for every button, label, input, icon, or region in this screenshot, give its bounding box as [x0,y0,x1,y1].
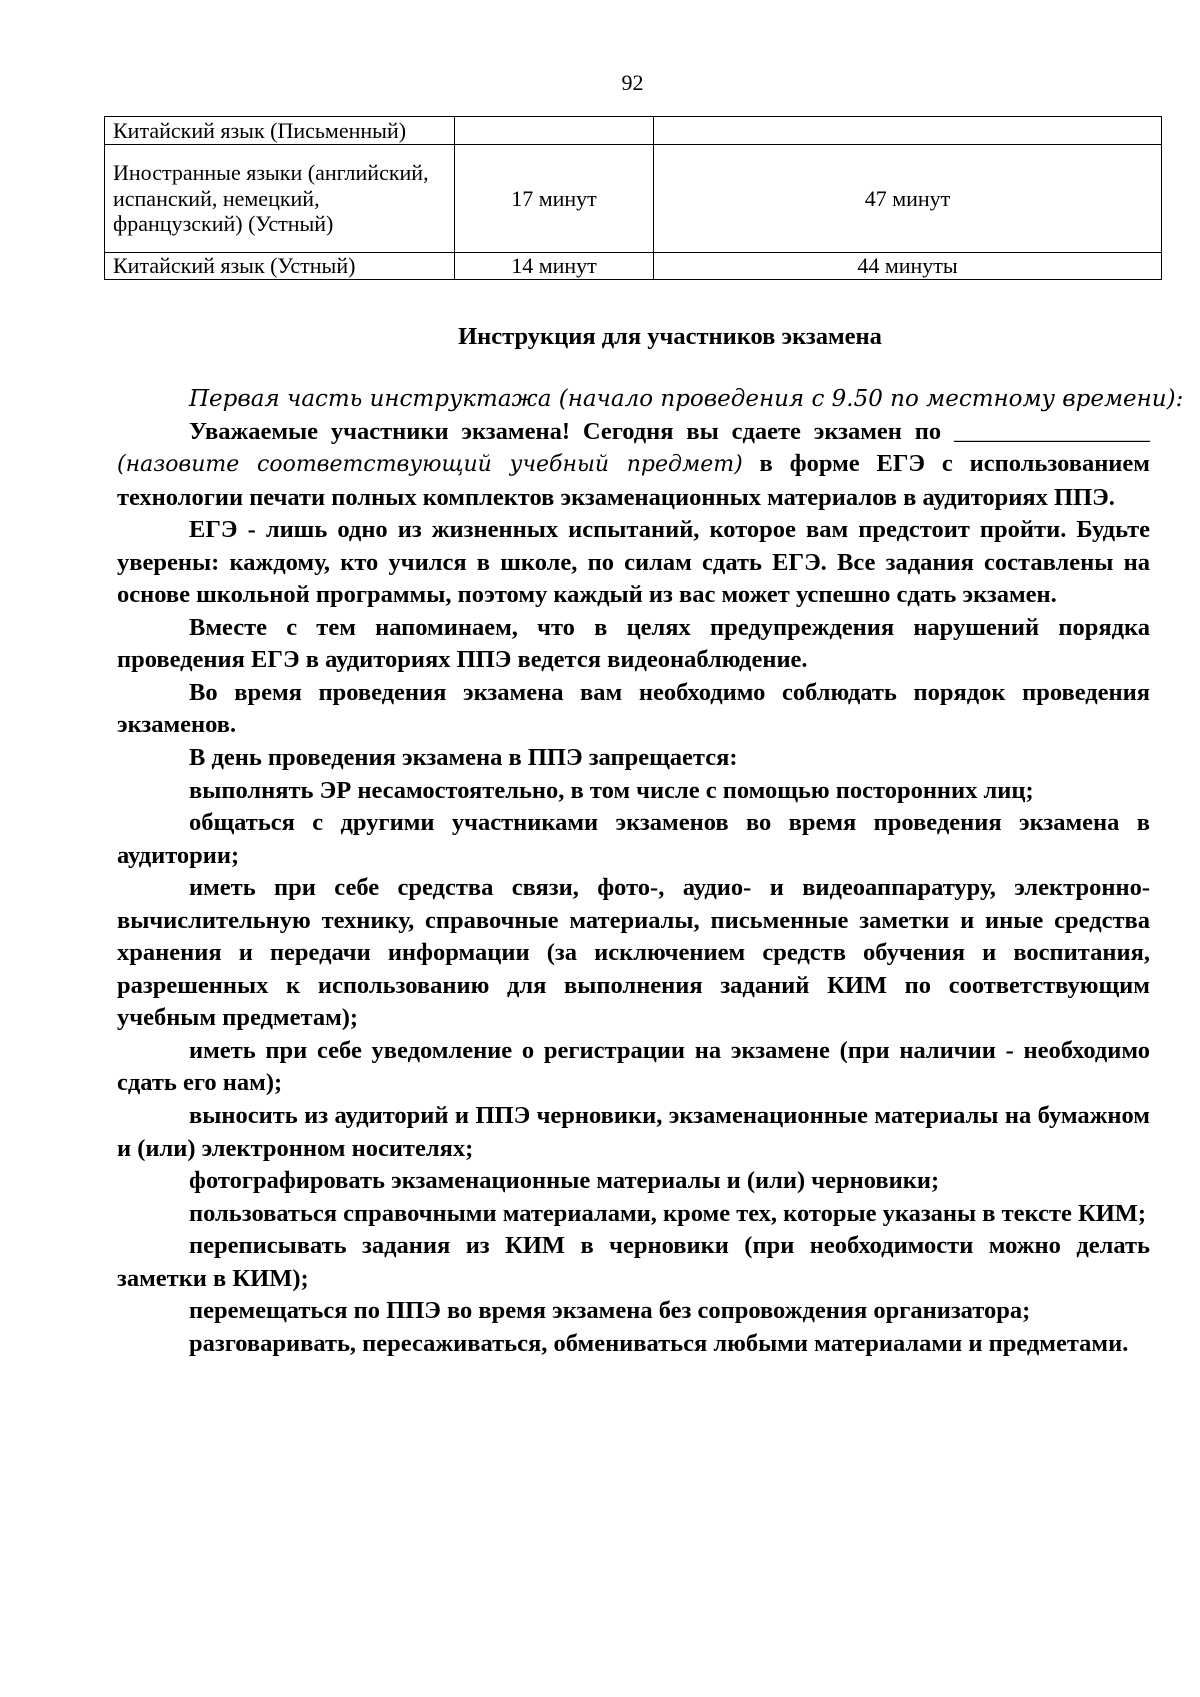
prohibition-item: выносить из аудиторий и ППЭ черновики, экзаменационные материалы на бумажном и (или) электронном носителях; [117,1102,1150,1162]
table-row [105,253,1162,280]
total-time-cell: 44 минуты [654,253,1162,280]
intro-note: Первая часть инструктажа (начало проведения с 9.50 по местному времени): [189,386,1184,412]
subject-cell: Китайский язык (Устный) [105,253,455,280]
total-time-cell [654,117,1162,145]
greeting-tail: в форме ЕГЭ с использованием технологии печати полных комплектов экзаменационных материалов в аудиториях ППЭ. [117,450,1150,511]
paragraph: Вместе с тем напоминаем, что в целях предупреждения нарушений порядка проведения ЕГЭ в аудиториях ППЭ ведется видеонаблюдение. [117,613,1150,674]
subject-cell: Иностранные языки (английский, испанский, немецкий, французский) (Устный) [105,145,455,253]
prep-time-cell: 17 минут [455,145,654,253]
prohibition-item: пользоваться справочными материалами, кроме тех, которые указаны в тексте КИМ; [189,1199,1147,1227]
table-row [105,145,1162,253]
prep-time-cell [455,117,654,145]
greeting-lead: Уважаемые участники экзамена! Сегодня вы сдаете экзамен по [189,417,942,445]
instruction-text [117,383,1184,1360]
prohibition-item: фотографировать экзаменационные материалы и (или) черновики; [189,1167,940,1195]
prohibition-item: иметь при себе уведомление о регистрации на экзамене (при наличии - необходимо сдать его нам); [117,1036,1150,1097]
prohibition-item: переписывать задания из КИМ в черновики (при необходимости можно делать заметки в КИМ); [117,1232,1150,1292]
paragraph: В день проведения экзамена в ППЭ запрещается: [189,744,738,772]
prohibition-item: иметь при себе средства связи, фото-, аудио- и видеоаппаратуру, электронно-вычислительную технику, справочные материалы, письменные заметки и иные средства хранения и передачи информации (за исключением средств обучения и воспитания, разрешенных к использованию для выполнения заданий КИМ по соответствующим учебным предметам); [117,874,1150,1032]
subject-hint: (назовите соответствующий учебный предмет) [117,452,743,478]
table-row [105,117,1162,145]
prohibition-item: общаться с другими участниками экзаменов во время проведения экзамена в аудитории; [117,809,1150,869]
prohibition-item: выполнять ЭР несамостоятельно, в том числе с помощью посторонних лиц; [189,776,1034,804]
subject-blank: ________________ [954,417,1150,445]
section-heading: Инструкция для участников экзамена [458,323,882,350]
prep-time-cell: 14 минут [455,253,654,280]
greeting-paragraph [117,416,1150,515]
prohibition-item: перемещаться по ППЭ во время экзамена без сопровождения организатора; [189,1297,1031,1325]
prohibition-item: разговаривать, пересаживаться, обмениваться любыми материалами и предметами. [189,1329,1129,1357]
subject-cell: Китайский язык (Письменный) [105,117,455,145]
paragraph: Во время проведения экзамена вам необходимо соблюдать порядок проведения экзаменов. [117,678,1150,739]
total-time-cell: 47 минут [654,145,1162,253]
paragraph: ЕГЭ - лишь одно из жизненных испытаний, которое вам предстоит пройти. Будьте уверены: каждому, кто учился в школе, по силам сдать ЕГЭ. Все задания составлены на основе школьной программы, поэтому каждый из вас может успешно сдать экзамен. [117,516,1150,609]
page-number: 92 [621,70,644,95]
exam-duration-table [104,116,1162,280]
